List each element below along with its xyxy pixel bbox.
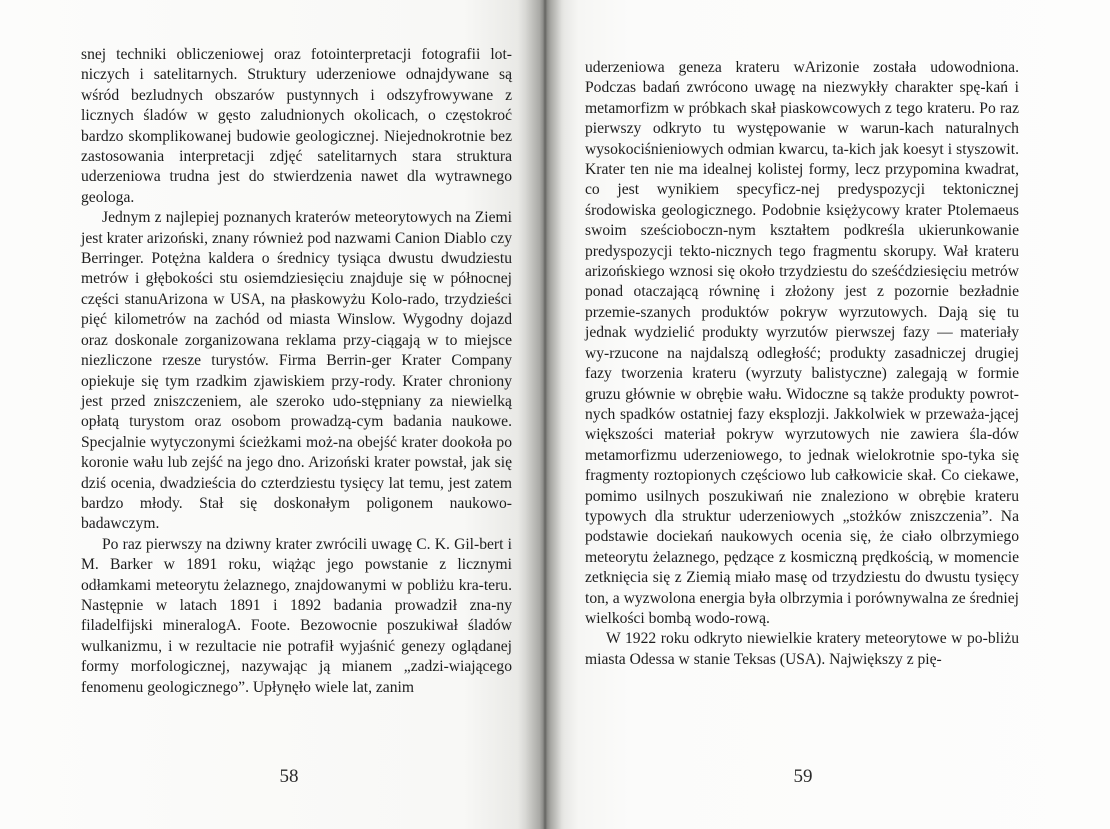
text-line: rową. <box>734 609 770 627</box>
text-line: Diablo czy Berringer. Potężna kaldera o średnicy tysiąca dwustu <box>81 229 512 268</box>
text-line: prędkością, w momencie zetknięcia się z Ziemią miało masę od <box>585 548 1019 587</box>
text-line: odłamkami meteorytu żelaznego, znajdowanymi w pobliżu kra- <box>81 576 484 594</box>
text-line: tworzenia krateru (wyrzuty balistyczne) zalegają w formie gruzu <box>585 365 1019 403</box>
text-line: jącej większości materiał pokryw wyrzutowych nie zawiera śla- <box>585 405 1019 444</box>
text-line: szanych produktów pokryw wyrzutowych. Dają się tu jednak <box>585 303 1019 342</box>
text-line: Jednym z najlepiej poznanych kraterów meteorytowych na <box>102 209 471 227</box>
text-line: Po raz pierwszy na dziwny krater zwrócili uwagę C. K. Gil- <box>102 535 480 553</box>
text-line: czterdziestu tysięcy lat temu, jest zatem bardzo młody. Stał się <box>81 474 512 512</box>
text-line: zniszczenia”. Na podstawie dociekań naukowych ocenia się, że <box>585 507 1019 546</box>
text-line: wiającego fenomenu geologicznego”. Upłynęło wiele lat, zanim <box>81 658 512 696</box>
text-line: ny filadelfijski mineralogA. Foote. Bezowocnie poszukiwał <box>81 596 512 635</box>
text-line: W 1922 roku odkryto niewielkie kratery meteorytowe w po- <box>606 630 988 648</box>
text-line: nych spadków ostatniej fazy eksplozji. Jakkolwiek w przeważa- <box>585 405 990 423</box>
text-line: trzydziestu do dwustu tysięcy ton, a wyzwolona energia była <box>585 569 1019 607</box>
text-line: głównie w obrębie wału. Widoczne są także produkty powrot- <box>625 385 1019 403</box>
text-line: Wygodny dojazd oraz doskonale zorganizowana reklama przy- <box>81 311 512 349</box>
text-line: ciało olbrzymiego meteorytu żelaznego, pędzące z kosmiczną <box>585 528 1019 566</box>
text-line: niczych i satelitarnych. Struktury uderzeniowe odnajdywane są <box>81 66 512 84</box>
text-line: uderzeniowa trudna jest do stwierdzenia nawet dla wytrawnego <box>81 168 512 186</box>
text-line: dów metamorfizmu uderzeniowego, to jednak wielokrotnie spo- <box>585 426 1019 464</box>
text-line: obrębie krateru typowych dla struktur uderzeniowych „stożków <box>585 487 1020 525</box>
text-line: uderzeniowa geneza krateru wArizonie została udowodniona. <box>585 59 1019 76</box>
left-paragraph-2 <box>81 208 512 535</box>
text-line: wznosi się około trzydziestu do sześćdziesięciu metrów ponad <box>585 263 1019 301</box>
text-line: śladów wulkanizmu, i w rezultacie nie potrafił wyjaśnić genezy <box>81 617 512 655</box>
text-line: na obejść krater dookoła po koronie wału lub zejść na jego dno. <box>81 433 512 472</box>
text-line: wśród bezludnych obszarów pustynnych i odszyfrowywane z <box>81 86 512 104</box>
text-line: ger Krater Company opiekuje się tym rzadkim zjawiskiem przy- <box>81 352 512 390</box>
page-number-58: 58 <box>279 766 299 787</box>
right-page <box>545 0 1110 829</box>
text-line: bert i M. Barker w 1891 roku, wiążąc jego powstanie z licznymi <box>81 535 512 574</box>
text-line: rody. Krater chroniony jest przed zniszczeniem, ale szeroko udo- <box>81 372 512 410</box>
text-line: kań i metamorfizm w próbkach skał piaskowcowych z tego <box>585 79 1020 117</box>
text-line: rzucone na najdalszą odległość; produkty zasadniczej drugiej fazy <box>585 344 1019 383</box>
text-line: olbrzymia i porównywalna ze średniej wielkości bombą wodo- <box>585 589 1019 627</box>
text-line: nicznych tego fragmentu skorupy. Wał krateru arizońskiego <box>585 242 1019 281</box>
text-line: teru. Następnie w latach 1891 i 1892 badania prowadził zna- <box>81 576 512 614</box>
text-line: licznych śladów w gęsto zaludnionych okolicach, o częstokroć <box>81 107 512 125</box>
left-page-text <box>81 45 512 698</box>
text-line: wydzielić produkty wyrzutów pierwszej fazy — materiały wy- <box>585 324 1019 362</box>
text-line: tyka się fragmenty roztopionych częściowo lub całkowicie skał. <box>585 446 1019 485</box>
left-page <box>0 0 545 829</box>
left-paragraph-1 <box>81 45 512 208</box>
text-line: Podobnie księżycowy krater Ptolemaeus swoim sześcioboczn- <box>585 201 1019 240</box>
text-line: bez zastosowania interpretacji zdjęć satelitarnych stara struktura <box>81 127 512 166</box>
text-line: oglądanej formy morfologicznej, nazywając ją mianem „zadzi- <box>81 637 512 676</box>
text-line: dwudziestu metrów i głębokości stu osiemdziesięciu znajduje się <box>81 250 512 288</box>
text-line: ciągają w to miejsce niezliczone rzesze turystów. Firma Berrin- <box>81 331 513 370</box>
right-paragraph-1 <box>585 58 1019 629</box>
text-line: otaczającą równinę i złożony jest z pozornie bezładnie przemie- <box>585 283 1019 321</box>
text-line: Ziemi jest krater arizoński, znany również pod nazwami Canion <box>81 209 512 247</box>
text-line: w północnej części stanuArizona w USA, na płaskowyżu Kolo- <box>81 270 513 308</box>
text-line: stępniany za niewielką opłatą turystom oraz osobom prowadzą- <box>81 392 512 431</box>
text-line: kich jak koesyt i styszowit. Krater ten nie ma idealnej kolistej <box>585 140 1019 179</box>
text-line: rado, trzydzieści pięć kilometrów na zachód od miasta Winslow. <box>81 290 512 329</box>
text-line: Co ciekawe, pomimo usilnych poszukiwań nie znaleziono w <box>585 467 1019 505</box>
text-line: bardzo skomplikowanej budowie geologicznej. Niejednokrotnie <box>81 127 486 145</box>
right-paragraph-2 <box>585 629 1019 670</box>
text-line: cym badania naukowe. Specjalnie wytyczonymi ścieżkami moż- <box>81 413 512 451</box>
text-line: doskonałym poligonem naukowo-badawczym. <box>81 494 512 533</box>
text-line: formy, lecz przypomina kwadrat, co jest wynikiem specyficz- <box>585 161 1020 199</box>
text-line: bliżu miasta Odessa w stanie Teksas (USA). Największy z pię- <box>585 630 1019 668</box>
page-number-59: 59 <box>793 766 813 787</box>
text-line: Arizoński krater powstał, jak się dziś ocenia, dwadzieścia do <box>81 454 512 492</box>
text-line: nym kształtem podkreśla ukierunkowanie predyspozycji tekto- <box>585 222 1019 260</box>
text-line: geologa. <box>81 188 135 206</box>
text-line: Podczas badań zwrócono uwagę na niezwykły charakter spę- <box>585 79 986 97</box>
left-paragraph-3 <box>81 535 512 698</box>
right-page-text <box>585 58 1019 670</box>
text-line: nej predyspozycji tektonicznej środowiska geologicznego. <box>585 181 1019 219</box>
text-line: kach naturalnych wysokociśnieniowych odmian kwarcu, ta- <box>585 120 1019 158</box>
text-line: krateru. Po raz pierwszy odkryto tu występowanie w warun- <box>585 99 1020 138</box>
text-line: snej techniki obliczeniowej oraz fotointerpretacji fotografii lot- <box>81 46 512 63</box>
